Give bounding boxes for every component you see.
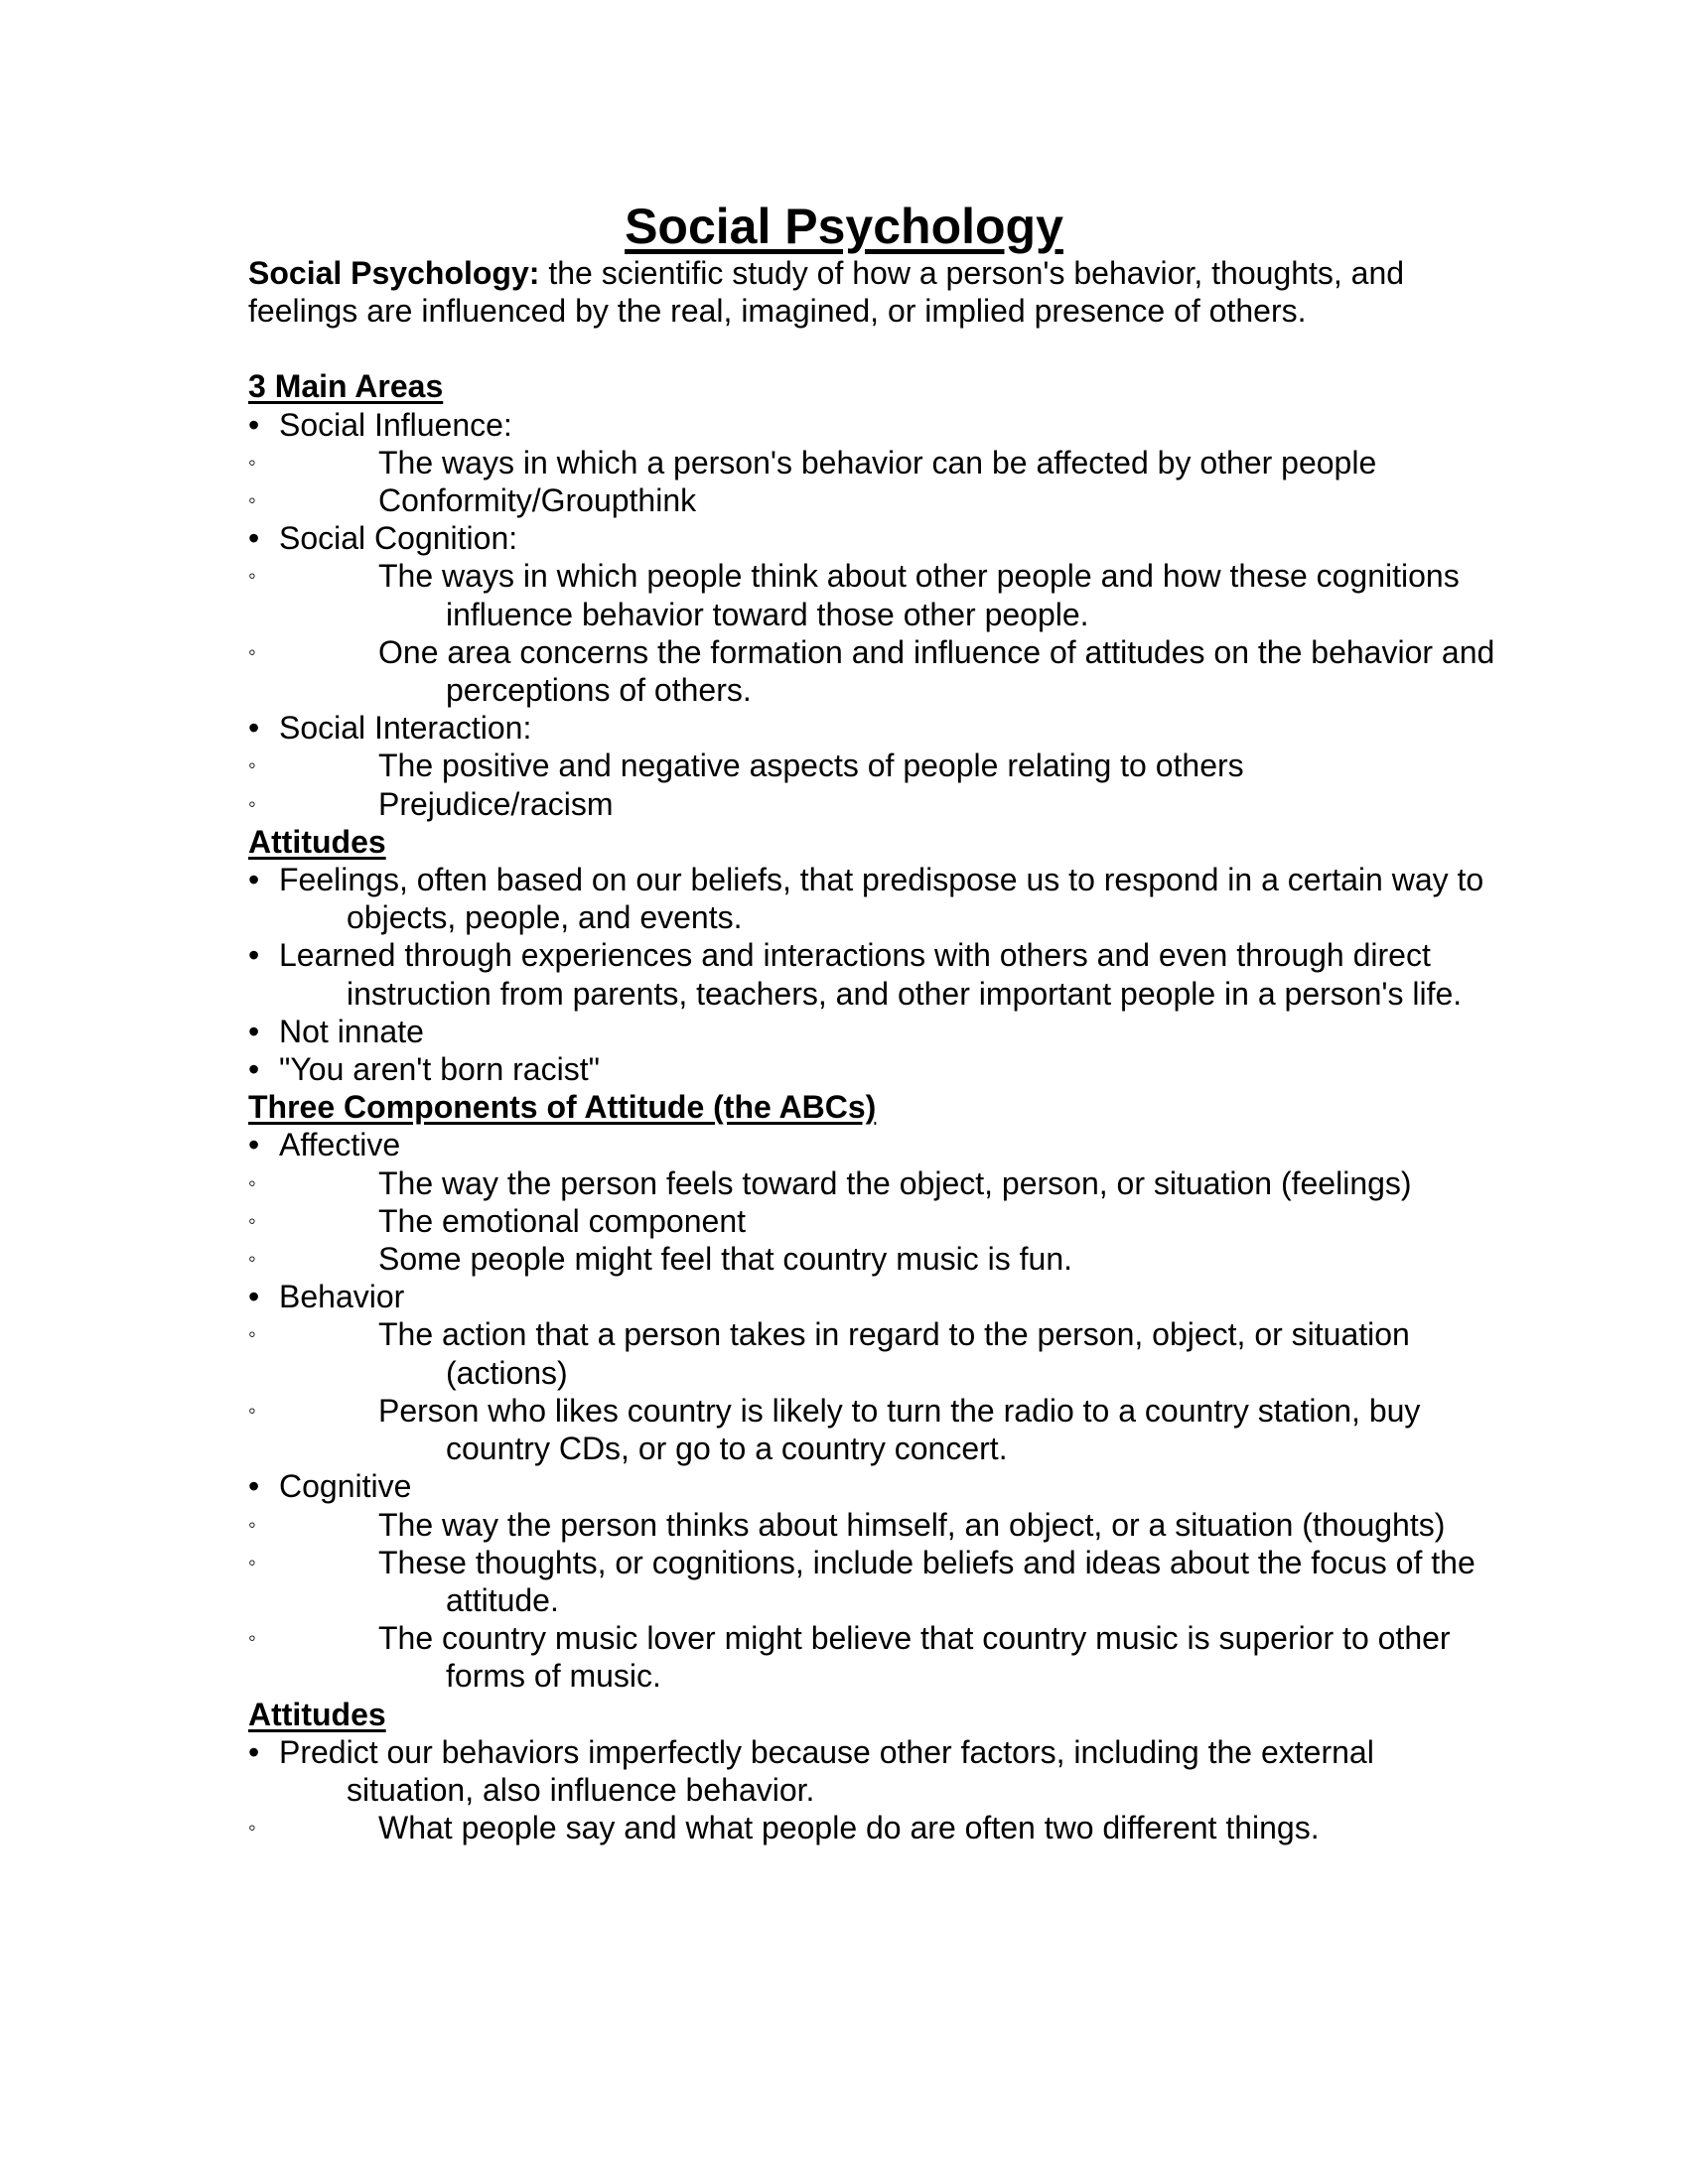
sub-bullet-icon: ◦	[248, 638, 256, 664]
bullet-icon: •	[248, 1013, 260, 1049]
bullet-icon: •	[248, 1127, 260, 1163]
list-item	[248, 709, 1509, 747]
sub-bullet-icon: ◦	[248, 1397, 256, 1423]
sub-bullet-icon: ◦	[248, 1625, 256, 1651]
sub-bullet-icon: ◦	[248, 1321, 256, 1347]
list-item	[248, 1013, 1509, 1050]
list-item-text: What people say and what people do are often two different things.	[378, 1810, 1320, 1846]
sub-list-item	[248, 1544, 1509, 1619]
sub-list-item	[248, 785, 1509, 823]
list-item	[248, 936, 1509, 1012]
section-heading: Attitudes	[248, 1696, 386, 1732]
sub-bullet-icon: ◦	[248, 563, 256, 589]
list-item-text: The positive and negative aspects of people relating to others	[378, 748, 1244, 784]
sub-list-item	[248, 1202, 1509, 1240]
list-item-text: The way the person feels toward the object, person, or situation (feelings)	[378, 1164, 1412, 1201]
sub-list-item	[248, 557, 1509, 632]
sub-list-item	[248, 444, 1509, 481]
sub-bullet-icon: ◦	[248, 752, 256, 778]
section-heading: Three Components of Attitude (the ABCs)	[248, 1089, 877, 1126]
sub-list-item	[248, 633, 1509, 709]
list-item-text: The emotional component	[378, 1202, 746, 1239]
document-body	[248, 254, 1509, 1846]
bullet-icon: •	[248, 1051, 260, 1088]
sub-list-item	[248, 747, 1509, 784]
sub-bullet-icon: ◦	[248, 1549, 256, 1574]
list-item-text: One area concerns the formation and influence of attitudes on the behavior and perceptions of others.	[378, 633, 1495, 709]
spacer	[248, 330, 1509, 367]
list-item-text: Feelings, often based on our beliefs, that predispose us to respond in a certain way to objects, people, and events.	[279, 862, 1484, 936]
sub-list-item	[248, 1809, 1509, 1846]
list-item	[248, 1278, 1509, 1315]
intro-term: Social Psychology:	[248, 255, 540, 291]
sub-list-item	[248, 1619, 1509, 1695]
list-item-text: The way the person thinks about himself, an object, or a situation (thoughts)	[378, 1506, 1446, 1543]
sub-bullet-icon: ◦	[248, 1207, 256, 1233]
list-item-text: Conformity/Groupthink	[378, 482, 697, 519]
list-item-text: Some people might feel that country music is fun.	[378, 1241, 1073, 1278]
bullet-icon: •	[248, 1279, 260, 1315]
list-item-text: Prejudice/racism	[378, 785, 614, 822]
list-item-text: Social Influence:	[279, 406, 512, 443]
list-item-text: "You aren't born racist"	[279, 1051, 600, 1088]
list-item	[248, 1126, 1509, 1163]
intro-definition-text: the scientific study of how a person's behavior, thoughts, and feelings are influenced by the real, imagined, or implied presence of others.	[248, 255, 1405, 330]
list-item-text: These thoughts, or cognitions, include beliefs and ideas about the focus of the attitude.	[378, 1544, 1476, 1618]
list-item	[248, 1050, 1509, 1088]
section-heading: Attitudes	[248, 823, 386, 860]
list-item	[248, 406, 1509, 444]
list-item-text: Social Cognition:	[279, 520, 518, 557]
sub-list-item	[248, 481, 1509, 519]
list-item-text: The ways in which a person's behavior can be affected by other people	[378, 444, 1377, 480]
bullet-icon: •	[248, 1733, 260, 1770]
list-item-text: Behavior	[279, 1279, 405, 1315]
list-item-text: Not innate	[279, 1013, 424, 1049]
bullet-icon: •	[248, 937, 260, 974]
list-item	[248, 519, 1509, 557]
sub-list-item	[248, 1506, 1509, 1544]
sub-bullet-icon: ◦	[248, 1511, 256, 1537]
list-item-text: Affective	[279, 1127, 401, 1163]
sub-bullet-icon: ◦	[248, 1815, 256, 1841]
bullet-icon: •	[248, 862, 260, 898]
sub-bullet-icon: ◦	[248, 487, 256, 513]
sub-bullet-icon: ◦	[248, 1246, 256, 1272]
bullet-icon: •	[248, 520, 260, 557]
list-item	[248, 1467, 1509, 1505]
intro-definition	[248, 254, 1509, 330]
bullet-icon: •	[248, 1468, 260, 1505]
page-title: Social Psychology	[625, 199, 1063, 254]
sub-list-item	[248, 1240, 1509, 1278]
list-item-text: Social Interaction:	[279, 710, 532, 747]
list-item-text: Predict our behaviors imperfectly because other factors, including the external situation, also influence behavior.	[279, 1733, 1374, 1808]
sub-bullet-icon: ◦	[248, 1169, 256, 1195]
bullet-icon: •	[248, 406, 260, 443]
list-item-text: The country music lover might believe that country music is superior to other forms of music.	[378, 1620, 1451, 1695]
sections-container	[248, 367, 1509, 1846]
list-item-text: The ways in which people think about other people and how these cognitions influence behavior toward those other people.	[378, 558, 1460, 632]
sub-bullet-icon: ◦	[248, 790, 256, 816]
list-item-text: Cognitive	[279, 1468, 412, 1505]
list-item-text: Learned through experiences and interactions with others and even through direct instruction from parents, teachers, and other important people in a person's life.	[279, 937, 1463, 1012]
section-heading: 3 Main Areas	[248, 368, 444, 405]
list-item	[248, 861, 1509, 936]
list-item-text: The action that a person takes in regard to the person, object, or situation (actions)	[378, 1316, 1410, 1391]
sub-list-item	[248, 1392, 1509, 1467]
list-item	[248, 1733, 1509, 1809]
bullet-icon: •	[248, 710, 260, 747]
sub-bullet-icon: ◦	[248, 449, 256, 475]
sub-list-item	[248, 1315, 1509, 1391]
list-item-text: Person who likes country is likely to turn the radio to a country station, buy country CDs, or go to a country concert.	[378, 1392, 1421, 1467]
sub-list-item	[248, 1164, 1509, 1202]
